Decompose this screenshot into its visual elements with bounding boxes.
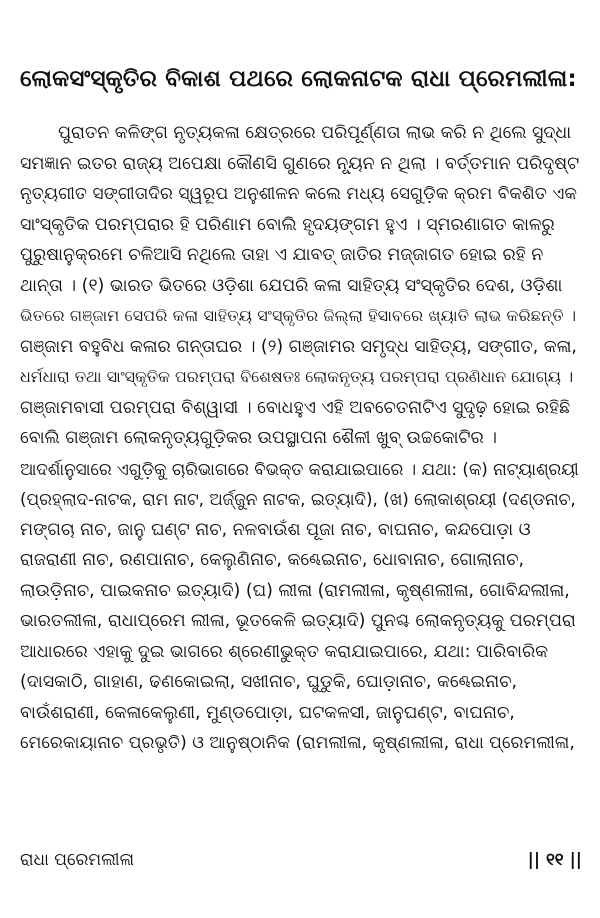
running-title: ରାଧା ପ୍ରେମଲୀଳା [20, 850, 135, 870]
text-line: ପୁରୁଷାନୁକ୍ରମେ ଚଳିଆସି ନଥିଲେ ତାହା ଏ ଯାବତ୍ ଜାତିର ମଜ୍ଜାଗତ ହୋଇ ରହି ନ [20, 245, 544, 265]
text-line: ବୋଲି ଗଞ୍ଜାମ ଲୋକନୃତ୍ୟଗୁଡ଼ିକର ଉପସ୍ଥାପନା ଶୈଳୀ ଖୁବ୍ ଉଚ୍ଚକୋଟିର । [20, 428, 498, 448]
text-line: (ପ୍ରହ୍ଲାଦ-ନାଟକ, ରାମ ନାଟ, ଅର୍ଜ୍ଜୁନ ନାଟକ, ଇତ୍ୟାଦି), (ଖ) ଲୋକାଶ୍ରୟୀ (ଦଣ୍ଡନାଚ, [20, 489, 576, 509]
paragraph [20, 118, 582, 759]
text-line: ଗଞ୍ଜାମବାସୀ ପରମ୍ପରା ବିଶ୍ୱାସୀ । ବୋଧହୁଏ ଏହି ଅବଚେତନାଟିଏ ସୁଦୃଢ଼ ହୋଇ ରହିଛି [20, 397, 571, 418]
text-line: ଆଧାରରେ ଏହାକୁ ଦୁଇ ଭାଗରେ ଶ୍ରେଣୀଭୁକ୍ତ କରାଯାଇପାରେ, ଯଥା: ପାରିବାରିକ [20, 641, 549, 662]
text-line: ବାଉଁଶରାଣୀ, କେଳାକେଲୁଣୀ, ମୁଣ୍ଡପୋଡ଼ା, ଘଟକଳସୀ, ଜାନୁଘଣ୍ଟ, ବାଘନାଚ, [20, 702, 515, 723]
text-line: ମଙ୍ଗଚା ନାଚ, ଜାନୁ ଘଣ୍ଟ ନାଚ, ନଳବାଉଁଶ ପୂଜା ନାଚ, ବାଘନାଚ, କନ୍ଦପୋଡ଼ା ଓ [20, 519, 531, 540]
text-line: ନୃତ୍ୟଗୀତ ସଙ୍ଗୀତାଦିର ସ୍ୱରୂପ ଅନୁଶୀଳନ କଲେ ମଧ୍ୟ ସେଗୁଡ଼ିକ କ୍ରମ ବିକଶିତ ଏକ [20, 184, 577, 204]
text-line: ସମଜ୍ଞାନ ଇତର ରାଜ୍ୟ ଅପେକ୍ଷା କୌଣସି ଗୁଣରେ ନ୍ୟୂନ ନ ଥିଲା । ବର୍ତ୍ତମାନ ପରିଦୃଷ୍ଟ [20, 153, 580, 174]
text-line: ଧର୍ମଧାରା ତଥା ସାଂସ୍କୃତିକ ପରମ୍ପରା ବିଶେଷତଃ ଲୋକନୃତ୍ୟ ପରମ୍ପରା ପ୍ରଣିଧାନ ଯୋଗ୍ୟ । [20, 367, 574, 386]
text-line: ପୁରାତନ କଳିଙ୍ଗ ନୃତ୍ୟକଳା କ୍ଷେତ୍ରରେ ପରିପୂର୍ଣ୍ଣତା ଲାଭ କରି ନ ଥିଲେ ସୁଦ୍ଧା [58, 123, 572, 143]
page-footer [20, 846, 582, 874]
section-heading: ଲୋକସଂସ୍କୃତିର ବିକାଶ ପଥରେ ଲୋକନାଟକ ରାଧା ପ୍ରେମଲୀଳା: [20, 66, 577, 92]
text-line: ଲାଉଡ଼ିନାଚ, ପାଇକନାଚ ଇତ୍ୟାଦି) (ଘ) ଲୀଳା (ରାମଲୀଳା, କୃଷ୍ଣଲୀଳା, ଗୋବିନ୍ଦଲୀଳା, [20, 580, 570, 601]
page-number: || ୧୧ || [527, 850, 582, 870]
text-line: ଗଞ୍ଜାମ ବହୁବିଧ କଳାର ଗନ୍ତାଘର । (୨) ଗଞ୍ଜାମର ସମୃଦ୍ଧ ସାହିତ୍ୟ, ସଙ୍ଗୀତ, କଳା, [20, 336, 577, 357]
text-line: ମେରେକାୟାନାଚ ପ୍ରଭୃତି) ଓ ଆନୁଷ୍ଠାନିକ (ରାମଲୀଳା, କୃଷ୍ଣଲୀଳା, ରାଧା ପ୍ରେମଲୀଳା, [20, 733, 575, 753]
text-line: ଆଦର୍ଶାନୁସାରେ ଏଗୁଡ଼ିକୁ ଚାରିଭାଗରେ ବିଭକ୍ତ କରାଯାଇପାରେ । ଯଥା: (କ) ନାଟ୍ୟାଶ୍ରୟୀ [20, 458, 579, 479]
text-line: (ଦାସକାଠି, ଗାହାଣ, ଢଣକୋଇଲା, ସଖୀନାଚ, ଘୁଡୁକି, ଘୋଡ଼ାନାଚ, କଣ୍ଢେଇନାଚ, [20, 672, 517, 692]
text-line: ଭିତରେ ଗଞ୍ଜାମ ସେପରି କଳା ସାହିତ୍ୟ ସଂସ୍କୃତିର ଜିଲ୍ଲା ହିସାବରେ ଖ୍ୟାତି ଲାଭ କରିଛନ୍ତି । [20, 306, 577, 325]
text-line: ସାଂସ୍କୃତିକ ପରମ୍ପରାର ହି ପରିଣାମ ବୋଲି ହୃଦୟଙ୍ଗମ ହୁଏ । ସ୍ମରଣାଗତ କାଳରୁ [20, 214, 555, 235]
text-line: ଭାରତଲୀଳା, ରାଧାପ୍ରେମ ଲୀଳା, ଭୂତକେଳି ଇତ୍ୟାଦି) ପୁନଶ୍ଚ ଲୋକନୃତ୍ୟକୁ ପରମ୍ପରା [20, 611, 576, 631]
text-line: ରାଜରାଣୀ ନାଚ, ରଣପାନାଚ, କେଲୁଣିନାଚ, କଣ୍ଢେଇନାଚ, ଧୋବାନାଚ, ଗୋଲାନାଚ, [20, 550, 524, 570]
text-line: ଥାନ୍ତା । (୧) ଭାରତ ଭିତରେ ଓଡ଼ିଶା ଯେପରି କଳା ସାହିତ୍ୟ ସଂସ୍କୃତିର ଦେଶ, ଓଡ଼ିଶା [20, 275, 563, 296]
